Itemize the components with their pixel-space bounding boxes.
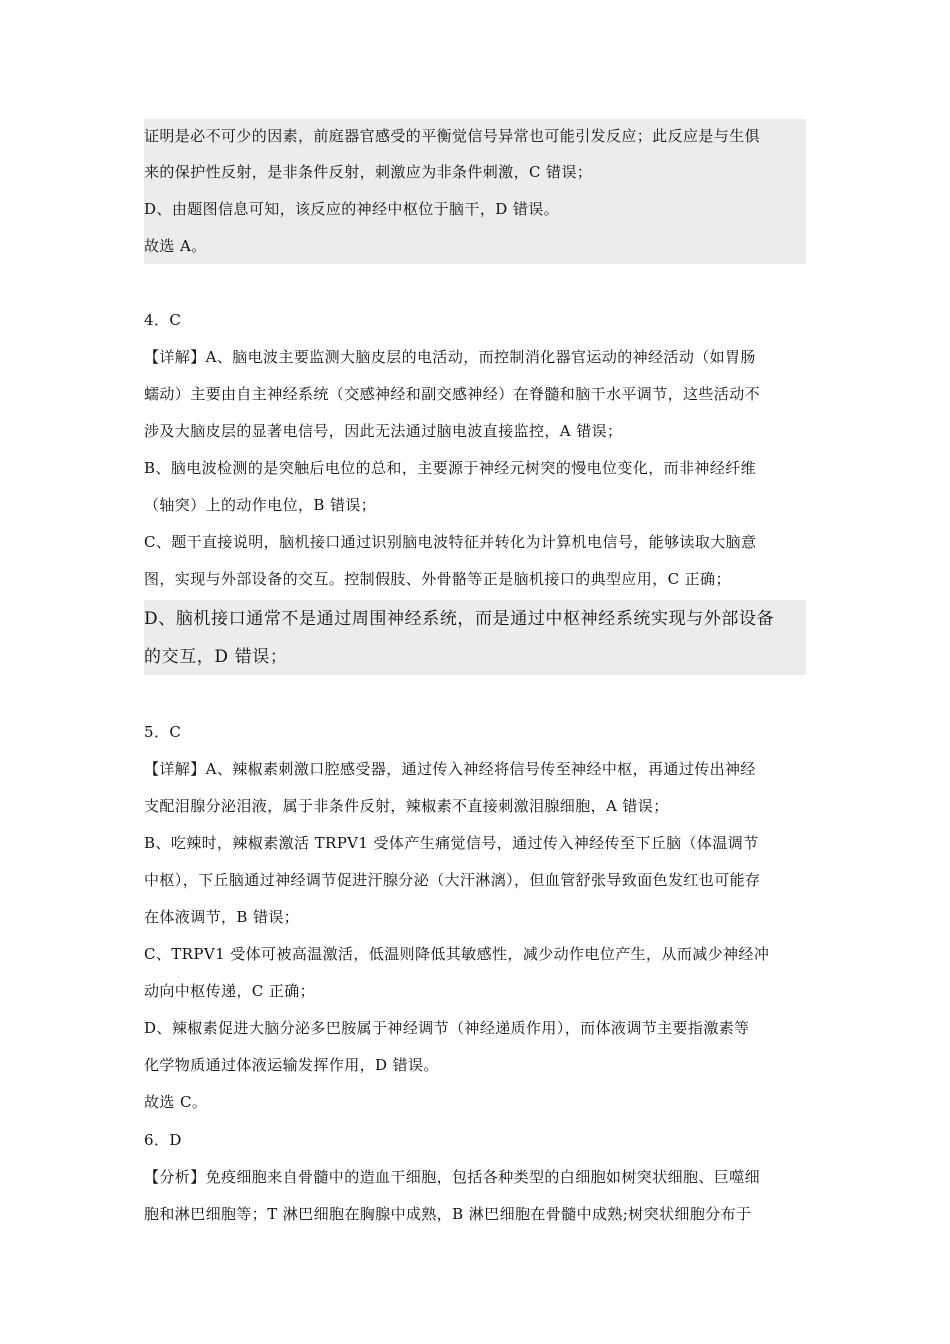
q4-heading: 4．C	[144, 311, 182, 329]
q3-line-1: 证明是必不可少的因素，前庭器官感受的平衡觉信号异常也可能引发反应；此反应是与生俱	[144, 127, 761, 145]
q6-line-1: 【分析】免疫细胞来自骨髓中的造血干细胞，包括各种类型的白细胞如树突状细胞、巨噬细	[144, 1168, 761, 1186]
q6-line-2: 胞和淋巴细胞等；T 淋巴细胞在胸腺中成熟，B 淋巴细胞在骨髓中成熟;树突状细胞分布于	[144, 1205, 752, 1223]
q4-option-d-line-1: D、脑机接口通常不是通过周围神经系统，而是通过中枢神经系统实现与外部设备	[144, 609, 775, 629]
q4-line-1: 【详解】A、脑电波主要监测大脑皮层的电活动，而控制消化器官运动的神经活动（如胃肠	[144, 348, 756, 366]
q3-line-2: 来的保护性反射，是非条件反射，刺激应为非条件刺激，C 错误；	[144, 163, 593, 181]
q5-block	[144, 722, 806, 1122]
q4-line-6: C、题干直接说明，脑机接口通过识别脑电波特征并转化为计算机电信号，能够读取大脑意	[144, 533, 757, 551]
q5-line-9: 化学物质通过体液运输发挥作用，D 错误。	[144, 1056, 439, 1074]
q5-line-4: 中枢），下丘脑通过神经调节促进汗腺分泌（大汗淋漓），但血管舒张导致面色发红也可能存	[144, 871, 761, 889]
q4-line-2: 蠕动）主要由自主神经系统（交感神经和副交感神经）在脊髓和脑干水平调节，这些活动不	[144, 385, 761, 403]
q4-line-3: 涉及大脑皮层的显著电信号，因此无法通过脑电波直接监控，A 错误；	[144, 422, 623, 440]
q5-line-3: B、吃辣时，辣椒素激活 TRPV1 受体产生痛觉信号，通过传入神经传至下丘脑（体温调节	[144, 834, 759, 852]
q4-line-4: B、脑电波检测的是突触后电位的总和，主要源于神经元树突的慢电位变化，而非神经纤维	[144, 459, 757, 477]
q5-line-6: C、TRPV1 受体可被高温激活，低温则降低其敏感性，减少动作电位产生，从而减少神经冲	[144, 945, 770, 963]
q5-heading: 5．C	[144, 723, 182, 741]
q3-continued-block	[144, 119, 806, 264]
q4-option-d-block	[144, 600, 806, 675]
q5-line-2: 支配泪腺分泌泪液，属于非条件反射，辣椒素不直接刺激泪腺细胞，A 错误；	[144, 797, 669, 815]
q6-block	[144, 1130, 806, 1240]
q4-line-5: （轴突）上的动作电位，B 错误；	[144, 496, 377, 514]
q5-line-7: 动向中枢传递，C 正确；	[144, 982, 316, 1000]
q5-conclusion: 故选 C。	[144, 1093, 208, 1111]
q3-conclusion: 故选 A。	[144, 237, 207, 255]
q6-heading: 6．D	[144, 1131, 182, 1149]
q3-line-3: D、由题图信息可知，该反应的神经中枢位于脑干，D 错误。	[144, 200, 560, 218]
q4-option-d-line-2: 的交互，D 错误；	[144, 647, 288, 667]
q5-line-5: 在体液调节，B 错误；	[144, 908, 300, 926]
q5-line-1: 【详解】A、辣椒素刺激口腔感受器，通过传入神经将信号传至神经中枢，再通过传出神经	[144, 760, 756, 778]
q5-line-8: D、辣椒素促进大脑分泌多巴胺属于神经调节（神经递质作用），而体液调节主要指激素等	[144, 1019, 750, 1037]
q4-line-7: 图，实现与外部设备的交互。控制假肢、外骨骼等正是脑机接口的典型应用，C 正确；	[144, 570, 731, 588]
